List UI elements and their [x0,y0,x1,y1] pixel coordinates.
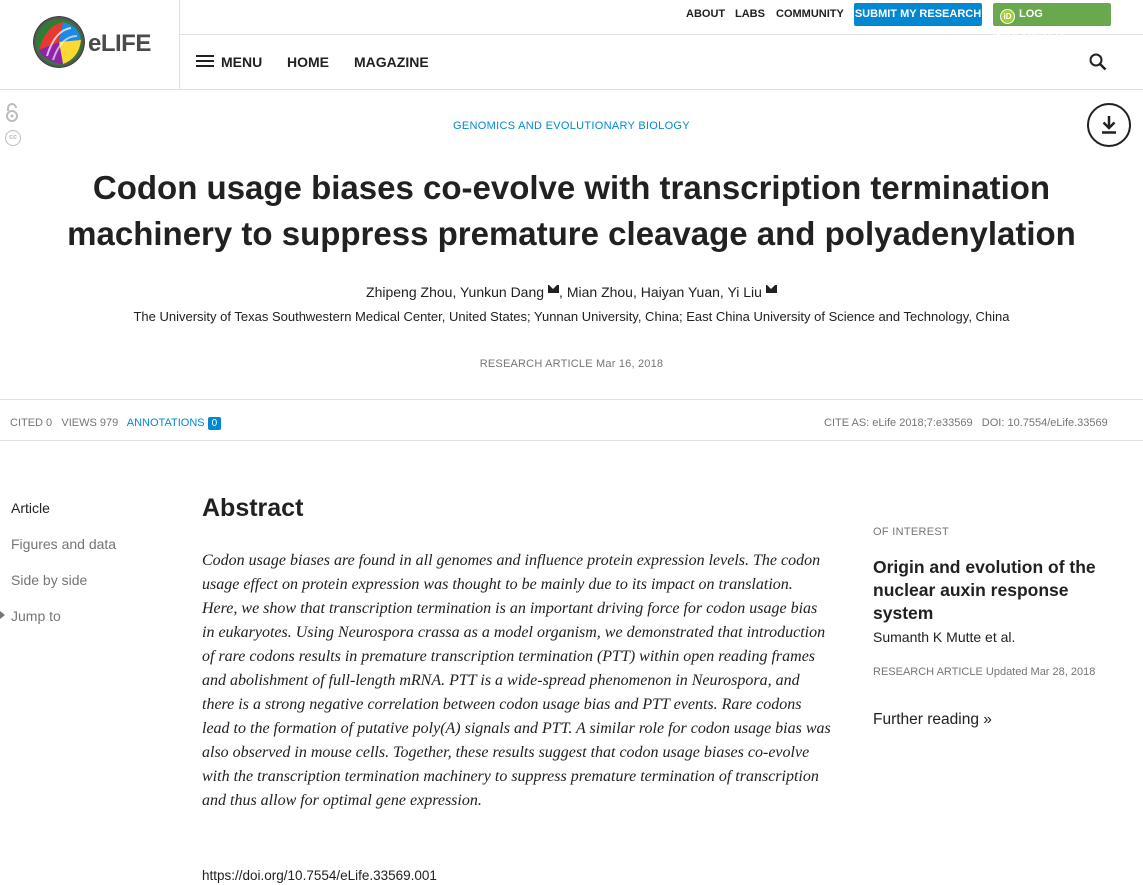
menu-button[interactable]: MENU [221,54,263,70]
of-interest-label: OF INTEREST [873,526,950,538]
open-access-icon [5,103,19,119]
author-link[interactable]: Yi Liu [727,284,762,300]
stats-left [10,417,221,430]
email-icon[interactable] [548,285,559,293]
annotations-badge[interactable]: 0 [208,417,222,430]
of-interest-title[interactable]: Origin and evolution of the nuclear auxin response system [873,557,1096,623]
cited-count[interactable]: CITED 0 [10,417,53,429]
author-link[interactable]: Zhipeng Zhou [366,284,453,300]
jump-to-arrow-icon[interactable] [0,611,5,619]
stats-divider-bottom [0,440,1143,441]
cite-as[interactable]: CITE AS: eLife 2018;7:e33569 [824,417,973,429]
login-register-button[interactable] [993,3,1111,43]
article-title: Codon usage biases co-evolve with transcription termination machinery to suppress premature cleavage and polyadenylation [67,169,1076,252]
community-link[interactable]: COMMUNITY [776,8,844,20]
login-label: LOG IN/REGISTER [993,8,1064,43]
cite-info [824,417,1108,429]
abstract-text: Codon usage biases are found in all genomes and influence protein expression levels. The codon usage effect on protein expression was thought to be mainly due to its impact on translation. Here, we show that transcription termination is an important driving force for codon usage bias in eukaryotes. Using Neurospora crassa as a model organism, we demonstrated that introduction of rare codons results in premature transcription termination (PTT) within open reading frames and abolishment of full-length mRNA. PTT is a wide-spread phenomenon in Neurospora, and there is a strong negative correlation between codon usage bias and PTT events. Rare codons lead to the formation of putative poly(A) signals and PTT. A similar role for codon usage bias was also observed in mouse cells. Together, these results suggest that codon usage biases co-evolve with the transcription termination machinery to suppress premature termination of transcription and thus allow for optimal gene expression. [202,552,831,809]
nav-article[interactable]: Article [11,500,50,516]
author-link[interactable]: Yunkun Dang [459,284,545,300]
doi-text[interactable]: DOI: 10.7554/eLife.33569 [981,417,1108,429]
logo-text[interactable]: eLIFE [88,30,151,57]
magazine-link[interactable]: MAGAZINE [354,54,429,70]
orcid-icon: iD [1000,9,1015,24]
author-link[interactable]: Haiyan Yuan [640,284,720,300]
nav-side-by-side[interactable]: Side by side [11,572,88,588]
header-bottom-border [0,89,1143,90]
annotations-link[interactable]: ANNOTATIONS [126,417,205,429]
search-icon[interactable] [1089,53,1107,71]
author-list: Zhipeng Zhou, Yunkun Dang , Mian Zhou, Haiyan Yuan, Yi Liu [0,284,1143,300]
home-link[interactable]: HOME [287,54,329,70]
author-link[interactable]: Mian Zhou [566,284,633,300]
labs-link[interactable]: LABS [735,8,765,20]
about-link[interactable]: ABOUT [686,8,726,20]
email-icon[interactable] [766,285,777,293]
nav-figures-and-data[interactable]: Figures and data [11,536,117,552]
creative-commons-icon: cc [5,130,21,146]
further-reading-link[interactable]: Further reading » [873,711,992,728]
submit-research-button[interactable]: SUBMIT MY RESEARCH [854,3,982,26]
abstract-doi-link[interactable]: https://doi.org/10.7554/eLife.33569.001 [202,868,437,883]
article-meta: RESEARCH ARTICLE Mar 16, 2018 [479,358,664,370]
subject-link[interactable]: GENOMICS AND EVOLUTIONARY BIOLOGY [453,120,690,132]
affiliations: The University of Texas Southwestern Medical Center, United States; Yunnan University, China; East China University of Science and Technology, China [133,309,1010,324]
nav-jump-to[interactable]: Jump to [11,608,61,624]
elife-logo-icon[interactable] [33,16,85,68]
menu-icon[interactable] [196,55,214,67]
of-interest-meta: RESEARCH ARTICLE Updated Mar 28, 2018 [873,666,1096,678]
abstract-heading: Abstract [202,494,304,522]
of-interest-authors: Sumanth K Mutte et al. [873,629,1016,645]
stats-divider [0,399,1143,400]
views-count[interactable]: VIEWS 979 [61,417,119,429]
